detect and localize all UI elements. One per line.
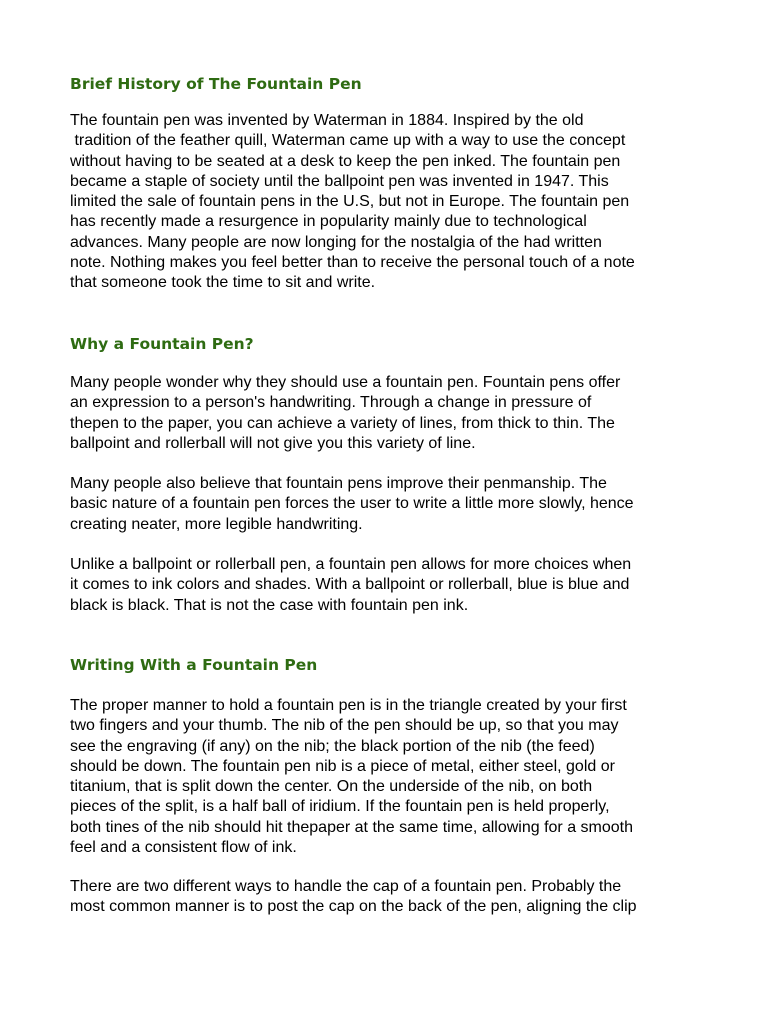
text-line: an expression to a person's handwriting. Through a change in pressure of [70,394,592,412]
text-line: creating neater, more legible handwriting. [70,515,363,533]
text-line: both tines of the nib should hit thepaper at the same time, allowing for a smooth [70,818,633,836]
text-line: that someone took the time to sit and write. [70,274,376,292]
paragraph-why-3 [70,555,631,616]
text-line: The fountain pen was invented by Waterman in 1884. Inspired by the old [70,112,584,129]
text-line: tradition of the feather quill, Waterman came up with a way to use the concept [70,132,626,150]
text-line: most common manner is to post the cap on the back of the pen, aligning the clip [70,898,637,916]
text-line: black is black. That is not the case with fountain pen ink. [70,596,469,614]
paragraph-writing-2 [70,877,637,918]
text-line: has recently made a resurgence in popularity mainly due to technological [70,213,587,231]
text-line: advances. Many people are now longing for the nostalgia of the had written [70,233,602,251]
text-line: Unlike a ballpoint or rollerball pen, a fountain pen allows for more choices when [70,556,632,573]
text-line: basic nature of a fountain pen forces the user to write a little more slowly, hence [70,495,634,513]
text-line: see the engraving (if any) on the nib; the black portion of the nib (the feed) [70,737,595,755]
paragraph-why-1 [70,373,620,454]
text-line: without having to be seated at a desk to keep the pen inked. The fountain pen [70,152,621,170]
paragraph-writing-1 [70,696,633,858]
section-heading-history: Brief History of The Fountain Pen [70,75,362,93]
text-line: Many people wonder why they should use a fountain pen. Fountain pens offer [70,374,621,391]
section-heading-writing: Writing With a Fountain Pen [70,656,318,674]
text-line: titanium, that is split down the center. On the underside of the nib, on both [70,778,593,796]
text-line: limited the sale of fountain pens in the U.S, but not in Europe. The fountain pen [70,193,630,211]
text-line: There are two different ways to handle the cap of a fountain pen. Probably the [70,878,622,895]
text-line: ballpoint and rollerball will not give you this variety of line. [70,434,476,452]
section-heading-why: Why a Fountain Pen? [70,335,254,353]
paragraph-why-2 [70,474,634,535]
text-line: thepen to the paper, you can achieve a variety of lines, from thick to thin. The [70,414,615,432]
text-line: it comes to ink colors and shades. With a ballpoint or rollerball, blue is blue and [70,576,630,594]
text-line: should be down. The fountain pen nib is a piece of metal, either steel, gold or [70,757,615,775]
paragraph-history [70,111,635,294]
text-line: note. Nothing makes you feel better than to receive the personal touch of a note [70,254,635,272]
text-line: Many people also believe that fountain pens improve their penmanship. The [70,475,607,492]
text-line: two fingers and your thumb. The nib of the pen should be up, so that you may [70,717,619,735]
text-line: The proper manner to hold a fountain pen is in the triangle created by your first [70,697,627,714]
text-line: feel and a consistent flow of ink. [70,839,297,857]
text-line: became a staple of society until the ballpoint pen was invented in 1947. This [70,172,609,190]
text-line: pieces of the split, is a half ball of iridium. If the fountain pen is held properly, [70,798,610,816]
